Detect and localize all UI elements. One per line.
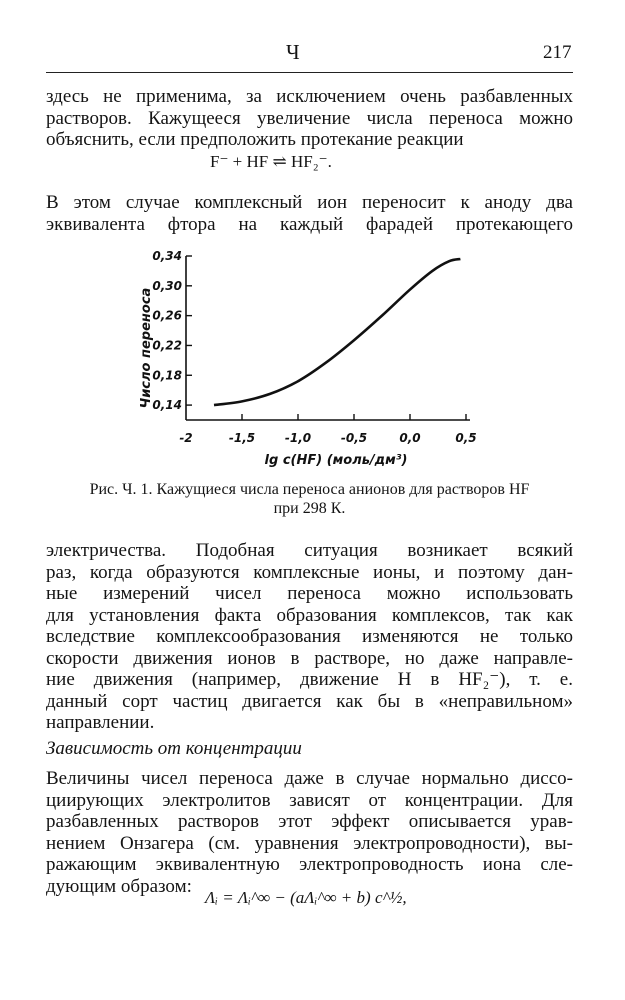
formula-onsager: Λᵢ = Λᵢ^∞ − (aΛᵢ^∞ + b) c^½, <box>205 888 407 907</box>
paragraph-line: циирующих электролитов зависят от концентрации. Для <box>46 789 573 811</box>
page-number: 217 <box>543 42 572 63</box>
x-tick-label: -0,5 <box>340 431 368 445</box>
paragraph-line: объяснить, если предположить протекание реакции <box>46 129 464 150</box>
paragraph-line: растворов. Кажущееся увеличение числа переноса можно <box>46 107 573 129</box>
paragraph-line: скорости движения ионов в растворе, но даже направле- <box>46 647 573 669</box>
paragraph-line: Величины чисел переноса даже в случае нормально диссо- <box>46 768 573 789</box>
caption-line: Рис. Ч. 1. Кажущиеся числа переноса анионов для растворов HF <box>89 481 530 498</box>
paragraph-line: для установления факта образования комплексов, так как <box>46 604 573 626</box>
paragraph-line: раз, когда образуются комплексные ионы, и поэтому дан- <box>46 561 573 583</box>
paragraph-line: здесь не применима, за исключением очень разбавленных <box>46 86 573 107</box>
y-tick-label: 0,18 <box>152 368 182 383</box>
y-tick-label: 0,22 <box>152 338 182 353</box>
paragraph-4 <box>46 768 573 897</box>
header-rule <box>46 72 573 73</box>
series-line <box>214 259 460 405</box>
y-tick-label: 0,14 <box>152 398 182 413</box>
header-section-letter: Ч <box>286 40 300 64</box>
x-tick-label: -2 <box>179 431 193 445</box>
paragraph-line: электричества. Подобная ситуация возникает всякий <box>46 540 573 561</box>
caption-line: при 298 К. <box>273 500 346 517</box>
paragraph-line: В этом случае комплексный ион переносит к аноду два <box>46 192 573 213</box>
paragraph-line: эквивалента фтора на каждый фарадей протекающего <box>46 213 573 235</box>
paragraph-line: разбавленных растворов этот эффект описывается урав- <box>46 811 573 832</box>
x-axis-label: lg c(HF) (моль/дм³) <box>264 453 408 468</box>
paragraph-3 <box>46 540 573 734</box>
y-tick-label: 0,30 <box>152 278 182 293</box>
x-tick-label: 0,0 <box>399 431 421 445</box>
paragraph-line: данный сорт частиц двигается как бы в «неправильном» <box>46 690 573 712</box>
paragraph-line: нением Онзагера (см. уравнения электропроводности), вы- <box>46 832 573 854</box>
x-tick-label: -1,0 <box>284 431 312 445</box>
paragraph-line: ражающим эквивалентную электропроводность иона сле- <box>46 854 573 875</box>
figure-chart <box>0 240 625 480</box>
paragraph-line: ние движения (например, движение H в HF₂⁻), т. е. <box>46 669 573 690</box>
formula-reaction: F⁻ + HF ⇌ HF₂⁻. <box>210 152 332 171</box>
x-tick-label: 0,5 <box>455 431 477 445</box>
paragraph-1 <box>46 86 573 151</box>
paragraph-line: ные измерений чисел переноса можно использовать <box>46 583 573 604</box>
y-tick-label: 0,34 <box>152 249 182 263</box>
paragraph-line: направлении. <box>46 712 155 733</box>
section-title: Зависимость от концентрации <box>46 738 302 759</box>
x-tick-label: -1,5 <box>228 431 256 445</box>
paragraph-2 <box>46 192 573 235</box>
figure-caption <box>46 480 573 518</box>
y-tick-label: 0,26 <box>152 308 182 323</box>
y-axis-label: Число переноса <box>139 287 154 409</box>
paragraph-line: вследствие комплексообразования изменяются не только <box>46 626 573 647</box>
paragraph-line: дующим образом: <box>46 875 192 897</box>
